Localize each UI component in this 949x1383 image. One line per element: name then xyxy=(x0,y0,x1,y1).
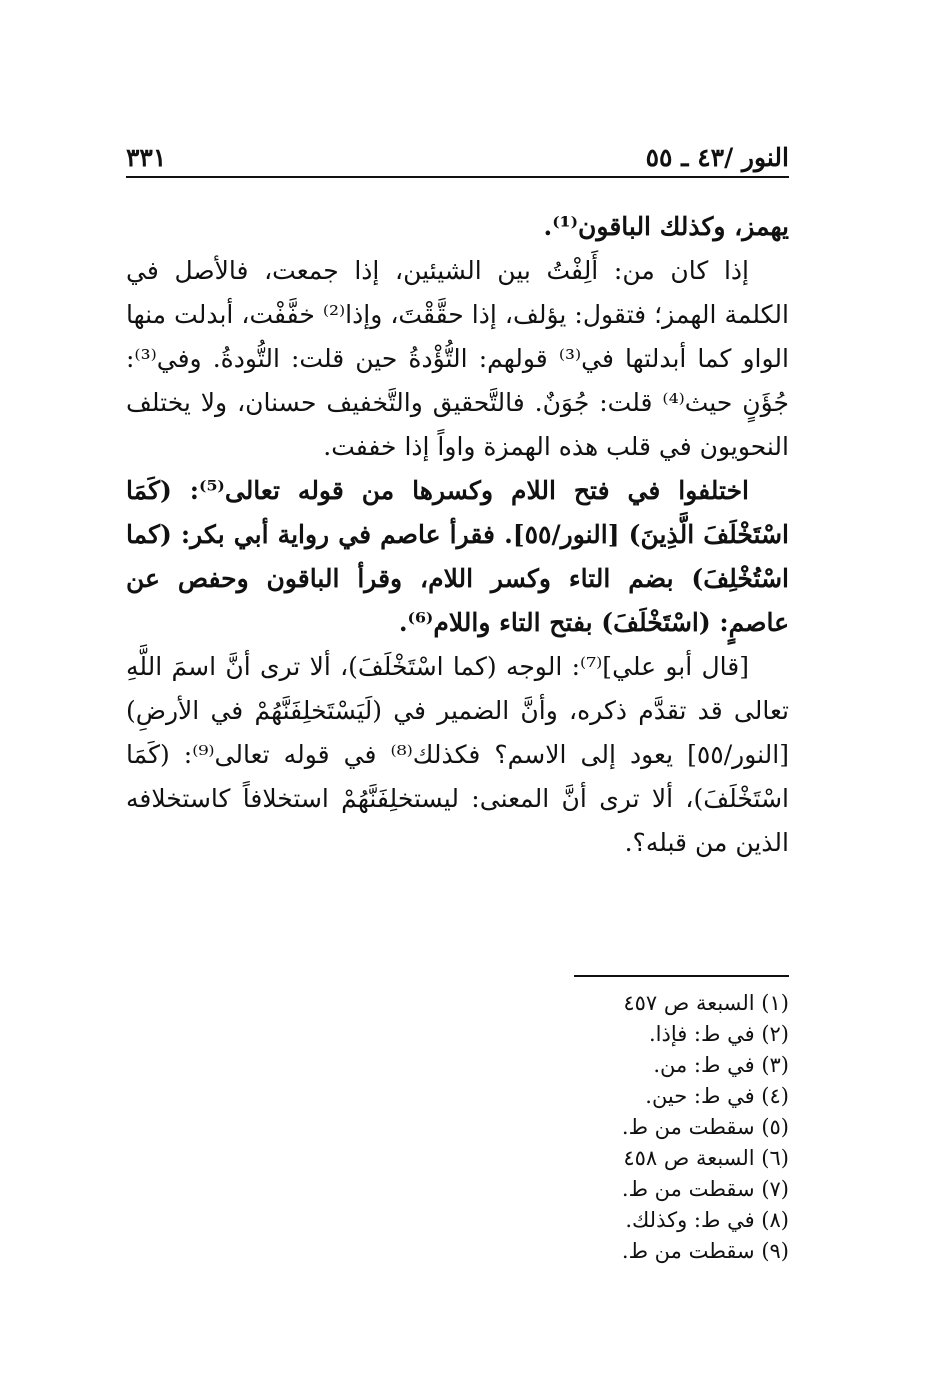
footnote-3: (٣) في ط: من. xyxy=(653,1053,789,1077)
paragraph-4: [قال أبو علي]⁽⁷⁾: الوجه (كما اسْتَخْلَفَ)، ألا ترى أنَّ اسمَ اللَّهِ تعالى قد تقدَّم ذكره، وأنَّ الضمير في (لَيَسْتَخلِفَنَّهُمْ في الأرضِ) [النور/٥٥] يعود إلى الاسم؟ فكذلك⁽⁸⁾ في قوله تعالى⁽⁹⁾: (كَمَا اسْتَخْلَفَ)، ألا ترى أنَّ المعنى: ليستخلِفَنَّهُمْ استخلافاً كاستخلافه الذين من قبله؟. xyxy=(126,652,789,857)
paragraph-3: اختلفوا في فتح اللام وكسرها من قوله تعالى⁽⁵⁾: (كَمَا اسْتَخْلَفَ الَّذِينَ) [النور/٥٥]. فقرأ عاصم في رواية أبي بكر: (كما اسْتُخْلِفَ) بضم التاء وكسر اللام، وقرأ الباقون وحفص عن عاصمٍ: (اسْتَخْلَفَ) بفتح التاء واللام⁽⁶⁾. xyxy=(126,476,789,637)
footnote-5: (٥) سقطت من ط. xyxy=(621,1115,789,1139)
footnote-6: (٦) السبعة ص ٤٥٨ xyxy=(623,1146,789,1170)
paragraph-2: إذا كان من: أَلِفْتُ بين الشيئين، إذا جمعت، فالأصل في الكلمة الهمز؛ فتقول: يؤلف، إذا حقَّقْتَ، وإذا⁽²⁾ خفَّفْت، أبدلت منها الواو كما أبدلتها في⁽³⁾ قولهم: التُّؤْدةُ حين قلت: التُّودةُ. وفي⁽³⁾: جُؤَنٍ حيث⁽⁴⁾ قلت: جُوَنٌ. فالتَّحقيق والتَّخفيف حسنان، ولا يختلف النحويون في قلب هذه الهمزة واواً إذا خففت. xyxy=(126,256,789,461)
footnote-rule xyxy=(574,975,789,977)
page-header xyxy=(126,128,789,172)
footnote-7: (٧) سقطت من ط. xyxy=(621,1177,789,1201)
footnote-9: (٩) سقطت من ط. xyxy=(621,1239,789,1263)
running-title: النور /٤٣ ـ ٥٥ xyxy=(645,143,789,172)
main-text xyxy=(126,205,789,865)
footnote-4: (٤) في ط: حين. xyxy=(645,1084,789,1108)
header-rule xyxy=(126,176,789,178)
footnote-2: (٢) في ط: فإذا. xyxy=(648,1022,789,1046)
footnote-8: (٨) في ط: وكذلك. xyxy=(625,1208,789,1232)
footnote-1: (١) السبعة ص ٤٥٧ xyxy=(623,991,789,1015)
paragraph-1: يهمز، وكذلك الباقون⁽¹⁾. xyxy=(543,212,789,241)
footnotes xyxy=(622,988,789,1267)
page-number: ٣٣١ xyxy=(126,143,167,172)
